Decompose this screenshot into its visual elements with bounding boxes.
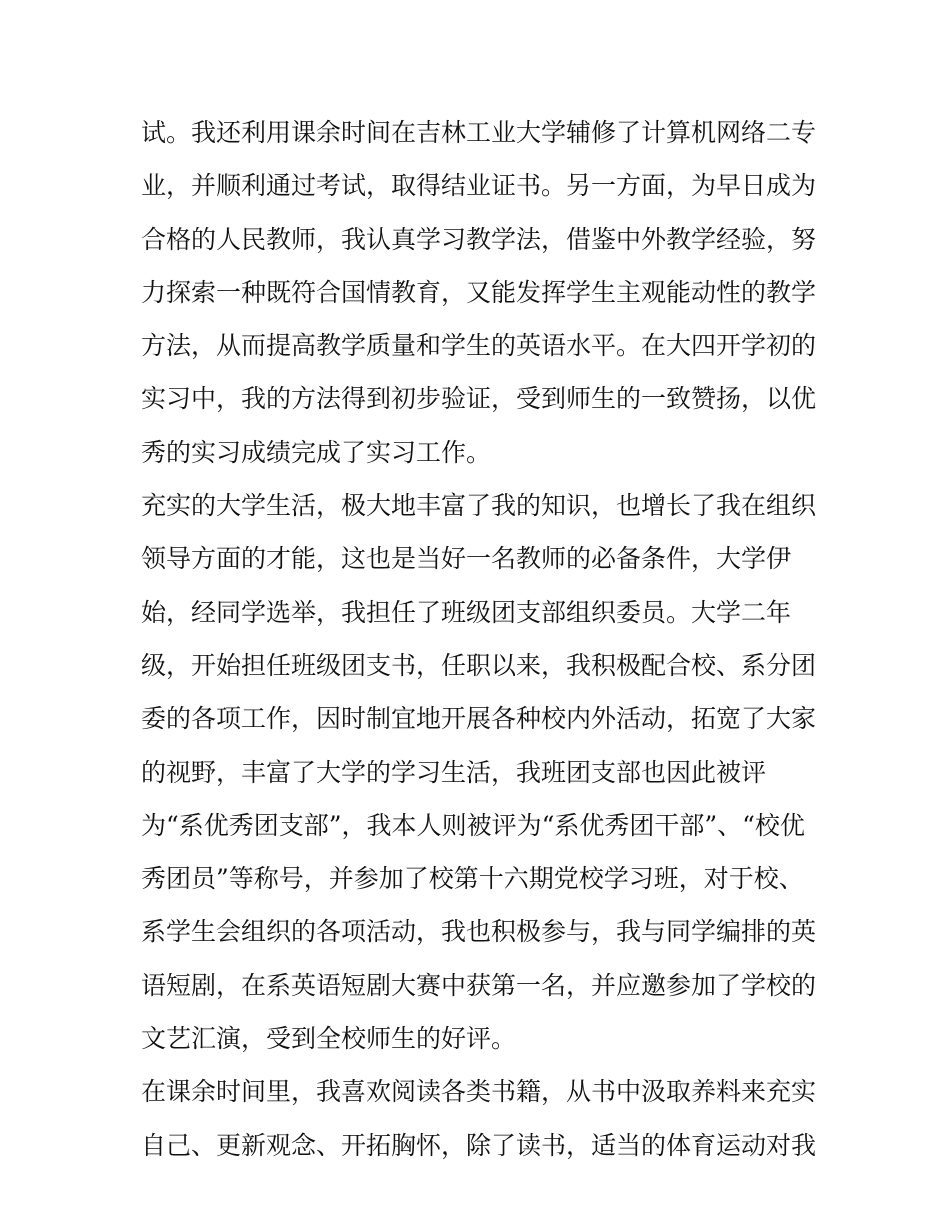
text-line: 合格的人民教师，我认真学习教学法，借鉴中外教学经验，努 — [141, 224, 817, 254]
text-line: 级，开始担任班级团支书，任职以来，我积极配合校、系分团 — [141, 650, 817, 680]
text-line: 自己、更新观念、开拓胸怀，除了读书，适当的体育运动对我 — [141, 1130, 817, 1160]
text-line: 实习中，我的方法得到初步验证，受到师生的一致赞扬，以优 — [141, 384, 817, 414]
text-line: 始，经同学选举，我担任了班级团支部组织委员。大学二年 — [141, 597, 792, 627]
text-line: 秀团员”等称号，并参加了校第十六期党校学习班，对于校、 — [141, 864, 804, 894]
text-line: 试。我还利用课余时间在吉林工业大学辅修了计算机网络二专 — [141, 118, 817, 147]
text-line: 委的各项工作，因时制宜地开展各种校内外活动，拓宽了大家 — [141, 704, 817, 734]
text-line: 充实的大学生活，极大地丰富了我的知识，也增长了我在组织 — [141, 491, 817, 521]
text-line: 业，并顺利通过考试，取得结业证书。另一方面，为早日成为 — [141, 171, 817, 201]
text-line: 的视野，丰富了大学的学习生活，我班团支部也因此被评 — [141, 757, 767, 787]
body-text — [141, 106, 831, 1172]
text-line: 方法，从而提高教学质量和学生的英语水平。在大四开学初的 — [141, 331, 817, 361]
text-line: 领导方面的才能，这也是当好一名教师的必备条件，大学伊 — [141, 544, 792, 574]
text-line: 力探索一种既符合国情教育，又能发挥学生主观能动性的教学 — [141, 277, 817, 307]
text-line: 语短剧，在系英语短剧大赛中获第一名，并应邀参加了学校的 — [141, 970, 817, 1000]
text-line: 在课余时间里，我喜欢阅读各类书籍，从书中汲取养料来充实 — [141, 1077, 817, 1107]
text-line: 秀的实习成绩完成了实习工作。 — [141, 437, 492, 467]
text-line: 为“系优秀团支部”，我本人则被评为“系优秀团干部”、“校优 — [141, 810, 805, 840]
text-line: 文艺汇演，受到全校师生的好评。 — [141, 1024, 517, 1054]
text-line: 系学生会组织的各项活动，我也积极参与，我与同学编排的英 — [141, 917, 817, 947]
